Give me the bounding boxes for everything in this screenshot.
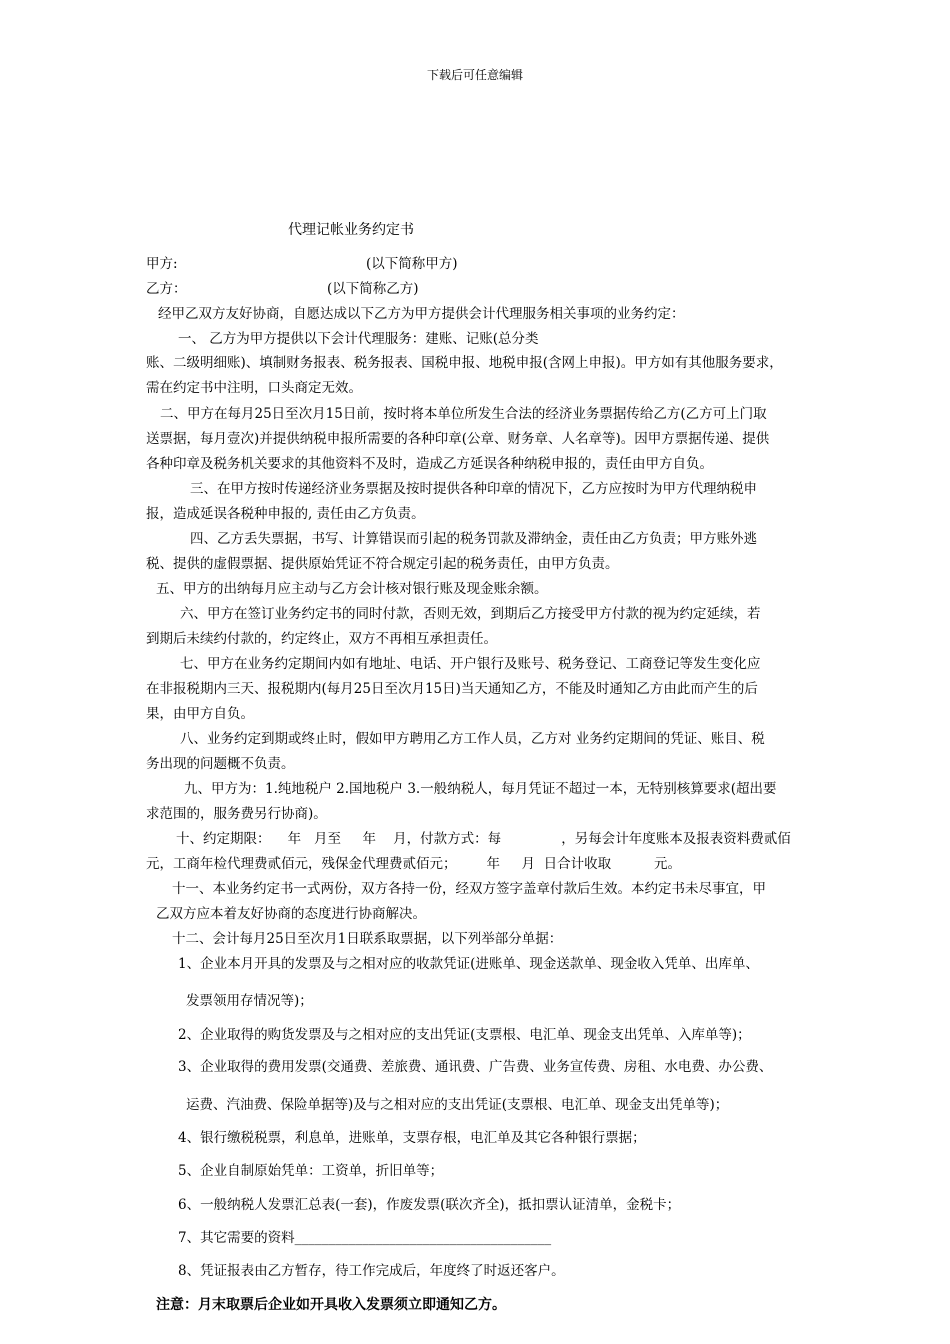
clause-2-line-3: 各种印章及税务机关要求的其他资料不及时，造成乙方延误各种纳税申报的，责任由甲方自负。 xyxy=(146,456,713,472)
clause-7-line-3: 果，由甲方自负。 xyxy=(146,706,254,722)
clause-6-line-1: 六、甲方在签订业务约定书的同时付款，否则无效，到期后乙方接受甲方付款的视为约定延续，若 xyxy=(180,606,761,622)
clause-8-line-1: 八、业务约定到期或终止时，假如甲方聘用乙方工作人员，乙方对 业务约定期间的凭证、账目、税 xyxy=(180,731,765,747)
party-a-label: 甲方: xyxy=(146,256,178,272)
clause-3-line-1: 三、在甲方按时传递经济业务票据及按时提供各种印章的情况下，乙方应按时为甲方代理纳税申 xyxy=(190,481,757,497)
item-4: 4、银行缴税税票，利息单，进账单，支票存根，电汇单及其它各种银行票据； xyxy=(178,1130,646,1146)
closing-note: 注意：月末取票后企业如开具收入发票须立即通知乙方。 xyxy=(156,1297,506,1313)
item-8: 8、凭证报表由乙方暂存，待工作完成后，年度终了时返还客户。 xyxy=(178,1263,565,1279)
item-3-line-2: 运费、汽油费、保险单据等)及与之相对应的支出凭证(支票根、电汇单、现金支出凭单等)； xyxy=(186,1097,729,1113)
party-a-suffix: (以下简称甲方) xyxy=(366,256,458,272)
clause-1-line-3: 需在约定书中注明，口头商定无效。 xyxy=(146,380,362,396)
clause-11-line-1: 十一、本业务约定书一式两份，双方各持一份，经双方签字盖章付款后生效。本约定书未尽事宜，甲 xyxy=(172,881,766,897)
page-header: 下载后可任意编辑 xyxy=(426,68,523,82)
clause-3-line-2: 报，造成延误各税种申报的, 责任由乙方负责。 xyxy=(146,506,425,522)
intro-paragraph: 经甲乙双方友好协商，自愿达成以下乙方为甲方提供会计代理服务相关事项的业务约定： xyxy=(158,306,685,322)
clause-4-line-2: 税、提供的虚假票据、提供原始凭证不符合规定引起的税务责任，由甲方负责。 xyxy=(146,556,619,572)
party-b-suffix: (以下简称乙方) xyxy=(327,281,419,297)
document-title: 代理记帐业务约定书 xyxy=(288,222,414,238)
item-2: 2、企业取得的购货发票及与之相对应的支出凭证(支票根、电汇单、现金支出凭单、入库单等)； xyxy=(178,1027,751,1043)
clause-10-line-1: 十、约定期限： 年 月至 年 月，付款方式：每 ，另每会计年度账本及报表资料费贰佰 xyxy=(176,831,791,847)
clause-4-line-1: 四、乙方丢失票据，书写、计算错误而引起的税务罚款及滞纳金，责任由乙方负责；甲方账外逃 xyxy=(190,531,757,547)
clause-12-line-1: 十二、会计每月25日至次月1日联系取票据，以下列举部分单据： xyxy=(172,931,563,947)
clause-9-line-1: 九、甲方为：1.纯地税户 2.国地税户 3.一般纳税人，每月凭证不超过一本，无特别核算要求(超出要 xyxy=(184,781,777,797)
clause-7-line-2: 在非报税期内三天、报税期内(每月25日至次月15日)当天通知乙方，不能及时通知乙方由此而产生的后 xyxy=(146,681,758,697)
item-5: 5、企业自制原始凭单：工资单，折旧单等； xyxy=(178,1163,444,1179)
clause-8-line-2: 务出现的问题概不负责。 xyxy=(146,756,295,772)
item-3-line-1: 3、企业取得的费用发票(交通费、差旅费、通讯费、广告费、业务宣传费、房租、水电费、办公费、 xyxy=(178,1059,773,1075)
clause-10-line-2: 元，工商年检代理费贰佰元，残保金代理费贰佰元； 年 月 日合计收取 元。 xyxy=(146,856,681,872)
item-7: 7、其它需要的资料______________________________________ xyxy=(178,1230,552,1246)
clause-1-line-2: 账、二级明细账)、填制财务报表、税务报表、国税申报、地税申报(含网上申报)。甲方如有其他服务要求， xyxy=(146,355,783,371)
clause-5-line-1: 五、甲方的出纳每月应主动与乙方会计核对银行账及现金账余额。 xyxy=(156,581,548,597)
clause-2-line-1: 二、甲方在每月25日至次月15日前，按时将本单位所发生合法的经济业务票据传给乙方(乙方可上门取 xyxy=(160,406,767,422)
clause-1-line-1: 一、 乙方为甲方提供以下会计代理服务：建账、记账(总分类 xyxy=(178,331,539,347)
clause-7-line-1: 七、甲方在业务约定期间内如有地址、电话、开户银行及账号、税务登记、工商登记等发生变化应 xyxy=(180,656,761,672)
clause-6-line-2: 到期后未续约付款的，约定终止，双方不再相互承担责任。 xyxy=(146,631,497,647)
item-1-line-2: 发票领用存情况等)； xyxy=(186,993,313,1009)
clause-2-line-2: 送票据，每月壹次)并提供纳税申报所需要的各种印章(公章、财务章、人名章等)。因甲方票据传递、提供 xyxy=(146,431,770,447)
clause-11-line-2: 乙双方应本着友好协商的态度进行协商解决。 xyxy=(156,906,426,922)
clause-9-line-2: 求范围的，服务费另行协商)。 xyxy=(146,806,327,822)
party-b-label: 乙方： xyxy=(146,281,187,297)
item-1-line-1: 1、企业本月开具的发票及与之相对应的收款凭证(进账单、现金送款单、现金收入凭单、出库单、 xyxy=(178,956,759,972)
item-6: 6、一般纳税人发票汇总表(一套)，作废发票(联次齐全)，抵扣票认证清单，金税卡； xyxy=(178,1197,681,1213)
